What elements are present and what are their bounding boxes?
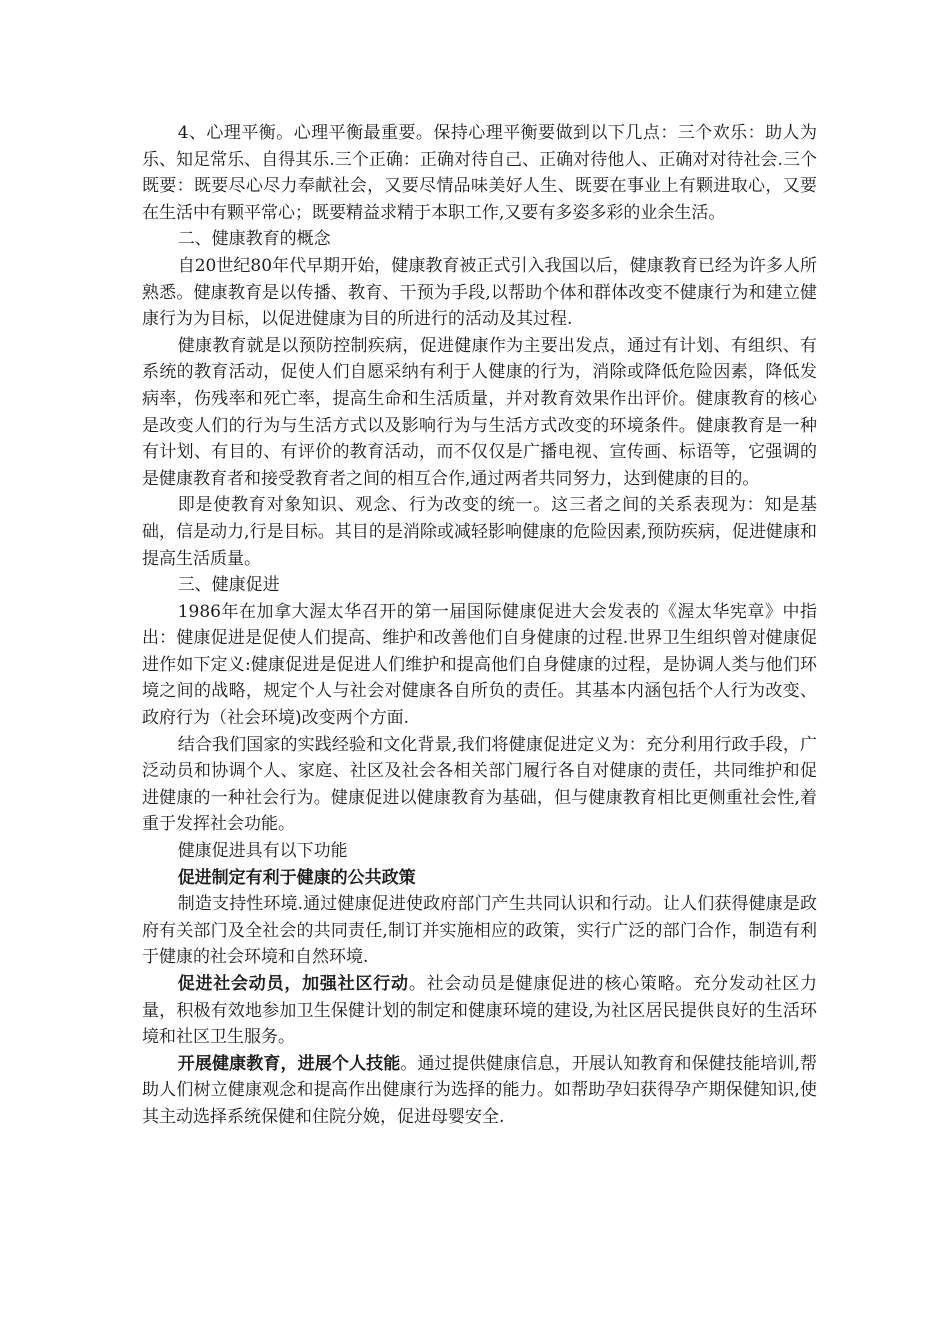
- text-community-action: 。社会动员是健康促进的核心策略。充分发动社区力量，积极有效地参加卫生保健计划的制定和健康环境的建设,为社区居民提供良好的生活环境和社区卫生服务。: [142, 974, 818, 1048]
- section-heading-health-promotion: 三、健康促进: [177, 575, 280, 596]
- bold-lead-community-action: 促进社会动员，加强社区行动: [177, 974, 409, 994]
- paragraph-ottawa-charter: 1986年在加拿大渥太华召开的第一届国际健康促进大会发表的《渥太华宪章》中指出：健康促进是促使人们提高、维护和改善他们自身健康的过程.世界卫生组织曾对健康促进作如下定义:健康促进是促进人们维护和提高他们自身健康的过程，是协调人类与他们环境之间的战略，规定个人与社会对健康各自所负的责任。其基本内涵包括个人行为改变、政府行为（社会环境)改变两个方面.: [142, 601, 817, 729]
- section-heading-health-education: 二、健康教育的概念: [177, 229, 331, 250]
- text-personal-skills: 。通过提供健康信息，开展认知教育和保健技能培训,帮助人们树立健康观念和提高作出健康行为选择的能力。如帮助孕妇获得孕产期保健知识,使其主动选择系统保健和住院分娩，促进母婴安全.: [142, 1053, 818, 1127]
- paragraph-personal-skills: [142, 1051, 817, 1131]
- paragraph-community-action: [142, 971, 817, 1051]
- document-body: [142, 120, 817, 1131]
- paragraph-mental-balance: 4、心理平衡。心理平衡最重要。保持心理平衡要做到以下几点：三个欢乐：助人为乐、知足常乐、自得其乐.三个正确：正确对待自己、正确对待他人、正确对对待社会.三个既要：既要尽心尽力奉献社会，又要尽情品味美好人生、既要在事业上有颗进取心，又要在生活中有颗平常心；既要精益求精于本职工作,又要有多姿多彩的业余生活。: [142, 123, 817, 223]
- paragraph-health-education-definition: 健康教育就是以预防控制疾病，促进健康作为主要出发点，通过有计划、有组织、有系统的教育活动，促使人们自愿采纳有利于人健康的行为，消除或降低危险因素，降低发病率，伤残率和死亡率，提高生命和生活质量，并对教育效果作出评价。健康教育的核心是改变人们的行为与生活方式以及影响行为与生活方式改变的环境条件。健康教育是一种有计划、有目的、有评价的教育活动，而不仅仅是广播电视、宣传画、标语等，它强调的是健康教育者和接受教育者之间的相互合作,通过两者共同努力，达到健康的目的。: [142, 335, 817, 489]
- bold-lead-personal-skills: 开展健康教育，进展个人技能: [177, 1053, 401, 1074]
- paragraph-health-education-intro: 自20世纪80年代早期开始，健康教育被正式引入我国以后，健康教育已经为许多人所熟悉。健康教育是以传播、教育、干预为手段,以帮助个体和群体改变不健康行为和建立健康行为为目标，以促进健康为目的所进行的活动及其过程.: [142, 255, 817, 330]
- subheading-public-policy: 促进制定有利于健康的公共政策: [177, 867, 416, 888]
- paragraph-supportive-environment: 制造支持性环境.通过健康促进使政府部门产生共同认识和行动。让人们获得健康是政府有关部门及全社会的共同责任,制订并实施相应的政策，实行广泛的部门合作，制造有利于健康的社会环境和自然环境.: [142, 894, 817, 968]
- paragraph-functions-intro: 健康促进具有以下功能: [177, 841, 348, 862]
- paragraph-knowledge-belief-action: 即是使教育对象知识、观念、行为改变的统一。这三者之间的关系表现为：知是基础，信是动力,行是目标。其目的是消除或减轻影响健康的危险因素,预防疾病，促进健康和提高生活质量。: [142, 495, 817, 569]
- paragraph-national-definition: 结合我们国家的实践经验和文化背景,我们将健康促进定义为：充分利用行政手段，广泛动员和协调个人、家庭、社区及社会各相关部门履行各自对健康的责任，共同维护和促进健康的一种社会行为。健康促进以健康教育为基础，但与健康教育相比更侧重社会性,着重于发挥社会功能。: [142, 734, 817, 835]
